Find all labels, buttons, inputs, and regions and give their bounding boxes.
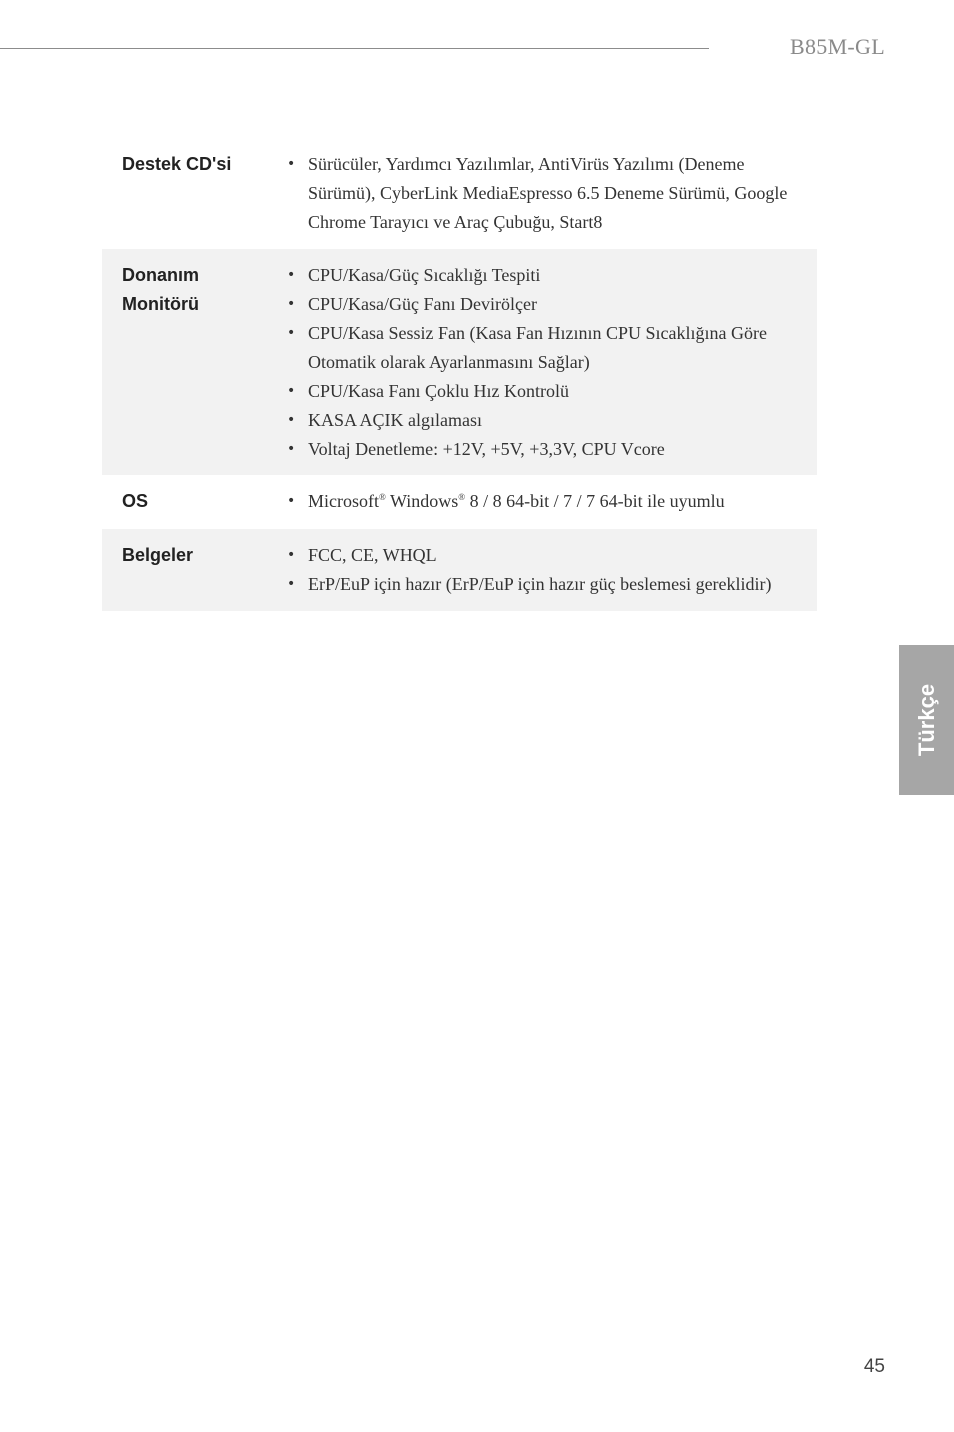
spec-item-text: ErP/EuP için hazır (ErP/EuP için hazır güç beslemesi gereklidir)	[308, 574, 772, 594]
bullet-icon: •	[287, 156, 296, 172]
spec-label-line: Destek CD'si	[122, 154, 232, 174]
bullet-icon: •	[287, 576, 296, 592]
spec-label	[102, 541, 287, 599]
spec-item	[287, 377, 803, 406]
bullet-icon: •	[287, 296, 296, 312]
spec-item	[287, 570, 803, 599]
spec-label-line: Monitörü	[122, 294, 199, 314]
spec-row-hardware-monitor	[102, 249, 817, 475]
spec-item	[287, 541, 803, 570]
spec-item-text: FCC, CE, WHQL	[308, 545, 437, 565]
registered-mark: ®	[458, 492, 466, 502]
bullet-icon: •	[287, 493, 296, 509]
bullet-icon: •	[287, 412, 296, 428]
spec-row-os	[102, 475, 817, 529]
header-rule	[0, 48, 709, 49]
spec-label	[102, 150, 287, 237]
spec-items	[287, 487, 817, 516]
spec-items	[287, 150, 817, 237]
spec-item	[287, 150, 803, 237]
spec-items	[287, 541, 817, 599]
registered-mark: ®	[379, 492, 386, 502]
spec-label-line: OS	[122, 491, 149, 511]
spec-item	[287, 406, 803, 435]
bullet-icon: •	[287, 325, 296, 341]
spec-label-line: Donanım	[122, 265, 200, 285]
spec-item	[287, 435, 803, 464]
spec-item-text: Windows	[385, 491, 459, 511]
spec-item-text: Sürücüler, Yardımcı Yazılımlar, AntiVirüs Yazılımı (Deneme Sürümü), CyberLink MediaEspresso 6.5 Deneme Sürümü, Google Chrome Tarayıcı ve Araç Çubuğu, Start8	[308, 154, 788, 232]
spec-item	[287, 487, 803, 516]
spec-table	[102, 140, 817, 611]
spec-items	[287, 261, 817, 464]
model-title: B85M-GL	[790, 34, 885, 59]
bullet-icon: •	[287, 547, 296, 563]
spec-label	[102, 261, 287, 464]
spec-item-text: Voltaj Denetleme: +12V, +5V, +3,3V, CPU Vcore	[308, 439, 665, 459]
spec-item	[287, 290, 803, 319]
spec-item-text: CPU/Kasa Fanı Çoklu Hız Kontrolü	[308, 381, 569, 401]
bullet-icon: •	[287, 383, 296, 399]
spec-label	[102, 487, 287, 516]
spec-item	[287, 261, 803, 290]
page-number: 45	[863, 1356, 885, 1377]
spec-row-certifications	[102, 529, 817, 611]
spec-item-text: Microsoft	[308, 491, 379, 511]
spec-item-text: CPU/Kasa/Güç Sıcaklığı Tespiti	[308, 265, 541, 285]
language-tab	[899, 645, 954, 795]
spec-item-text: 8 / 8 64-bit / 7 / 7 64-bit ile uyumlu	[465, 491, 725, 511]
bullet-icon: •	[287, 267, 296, 283]
spec-item-text: KASA AÇIK algılaması	[308, 410, 482, 430]
spec-label-line: Belgeler	[122, 545, 194, 565]
bullet-icon: •	[287, 441, 296, 457]
spec-item	[287, 319, 803, 377]
language-tab-label: Türkçe	[913, 683, 939, 757]
spec-item-text: CPU/Kasa/Güç Fanı Devirölçer	[308, 294, 537, 314]
spec-row-support-cd	[102, 140, 817, 249]
spec-item-text: CPU/Kasa Sessiz Fan (Kasa Fan Hızının CPU Sıcaklığına Göre Otomatik olarak Ayarlanmasını Sağlar)	[308, 323, 767, 372]
